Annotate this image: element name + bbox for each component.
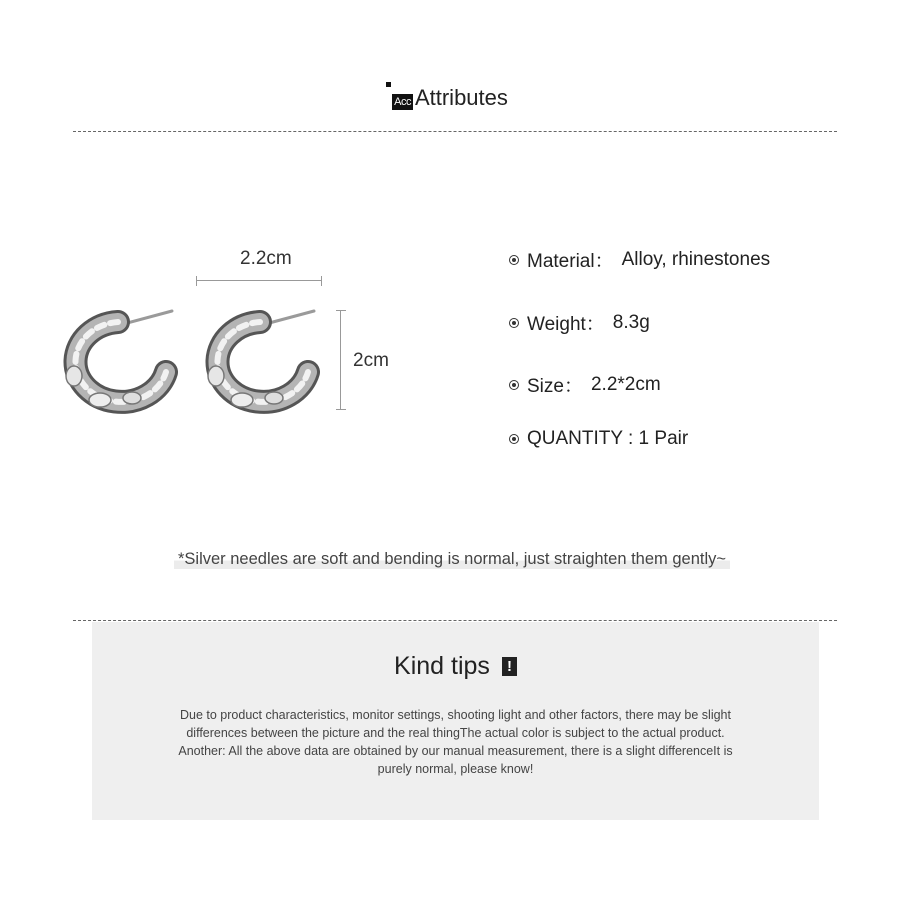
width-dimension-line [196, 280, 322, 281]
kind-tips-heading [92, 652, 819, 681]
top-divider [73, 131, 837, 132]
attribute-material [509, 246, 770, 273]
kind-tips-panel [92, 622, 819, 820]
attribute-value: 8.3g [612, 311, 650, 333]
width-dimension-label: 2.2cm [240, 248, 292, 269]
kind-tips-body [132, 706, 779, 778]
product-figure [40, 240, 420, 440]
circle-dot-icon [509, 255, 519, 265]
height-dimension-label: 2cm [353, 350, 389, 371]
header-title-group [392, 86, 508, 110]
attribute-weight [509, 309, 650, 336]
tips-line: purely normal, please know! [377, 762, 534, 776]
bottom-divider [73, 620, 837, 621]
height-dimension-line [340, 310, 341, 410]
circle-dot-icon [509, 434, 519, 444]
attribute-quantity [509, 428, 696, 450]
attribute-value: Alloy, rhinestones [621, 248, 771, 270]
header-badge: Acc [394, 96, 411, 108]
tips-line: differences between the picture and the real thingThe actual color is subject to the actual product. [186, 726, 725, 740]
exclamation-icon: ! [502, 657, 517, 676]
tips-line: Another: All the above data are obtained by our manual measurement, there is a slight differenceIt is [178, 744, 733, 758]
section-header [0, 86, 900, 110]
attribute-size [509, 371, 661, 398]
attribute-value: 2.2*2cm [590, 373, 661, 395]
attribute-label: Material： [527, 251, 614, 272]
page-title: Attributes [414, 85, 508, 110]
earring-left-image [48, 306, 178, 416]
earring-right-image [190, 306, 320, 416]
header-dot-icon [386, 82, 391, 87]
circle-dot-icon [509, 380, 519, 390]
care-note: *Silver needles are soft and bending is normal, just straighten them gently~ [174, 547, 730, 569]
attribute-label: Weight： [527, 314, 605, 335]
tips-line: Due to product characteristics, monitor settings, shooting light and other factors, there may be slight [180, 708, 731, 722]
kind-tips-title: Kind tips [394, 652, 490, 680]
circle-dot-icon [509, 318, 519, 328]
attribute-label: Size： [527, 376, 583, 397]
attribute-label: QUANTITY : 1 Pair [527, 428, 689, 449]
